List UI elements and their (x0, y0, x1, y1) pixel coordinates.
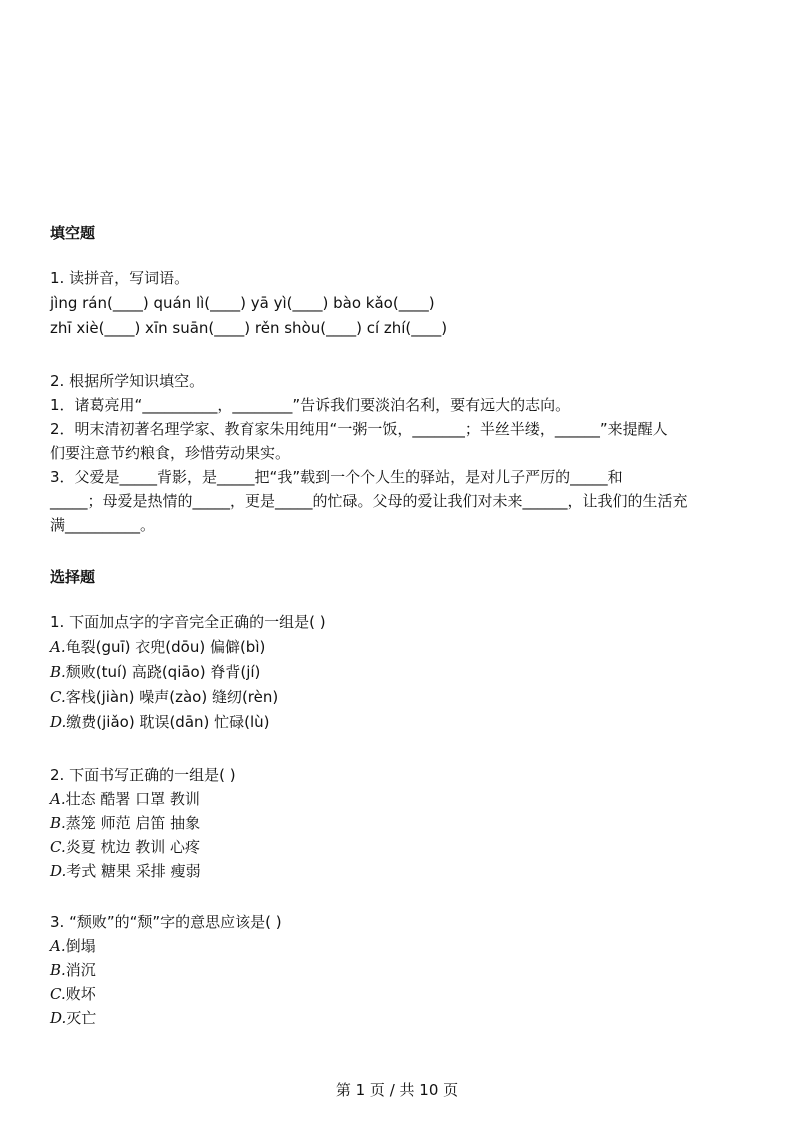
choice-2-option-c (50, 837, 200, 857)
option-text: 客栈(jiàn) 噪声(zào) 缝纫(rèn) (65, 688, 279, 706)
choice-1-title: 1. 下面加点字的字音完全正确的一组是( ) (50, 613, 326, 631)
option-text: 消沉 (65, 961, 96, 979)
option-text: 缴费(jiǎo) 耽误(dān) 忙碌(lù) (66, 713, 270, 731)
choice-2-title: 2. 下面书写正确的一组是( ) (50, 766, 236, 784)
option-letter: D. (50, 862, 67, 880)
choice-1-option-b (50, 662, 260, 682)
option-letter: D. (50, 1009, 67, 1027)
page-footer: 第 1 页 / 共 10 页 (335, 1081, 459, 1099)
option-text: 考式 糖果 采排 瘦弱 (66, 862, 201, 880)
option-text: 蒸笼 师范 启笛 抽象 (65, 814, 201, 832)
option-text: 倒塌 (65, 937, 96, 955)
option-letter: D. (50, 713, 67, 731)
question-1-line-2: zhī xiè(____) xīn suān(____) rěn shòu(____) cí zhí(____) (50, 319, 448, 337)
option-text: 灭亡 (66, 1009, 97, 1027)
choice-3-option-d (50, 1008, 96, 1028)
choice-2-option-a (50, 789, 200, 809)
choice-3-option-c (50, 984, 96, 1004)
option-letter: B. (50, 663, 66, 681)
option-letter: B. (50, 961, 66, 979)
choice-2-option-d (50, 861, 201, 881)
choice-3-option-b (50, 960, 96, 980)
option-text: 炎夏 枕边 教训 心疼 (65, 838, 201, 856)
section-title-choice: 选择题 (50, 568, 96, 586)
option-letter: A. (50, 638, 66, 656)
option-text: 颓败(tuí) 高跷(qiāo) 脊背(jí) (65, 663, 261, 681)
question-2-item-2: 2．明末清初著名理学家、教育家朱用纯用“一粥一饭，_______；半丝半缕，______”来提醒人 (50, 420, 668, 438)
option-letter: A. (50, 790, 66, 808)
question-1-title: 1. 读拼音，写词语。 (50, 269, 190, 287)
section-title-fill: 填空题 (50, 224, 96, 242)
question-2-item-3-end: 满__________。 (50, 516, 156, 534)
question-2-item-3: 3．父爱是_____背影，是_____把“我”载到一个个人生的驿站，是对儿子严厉的_____和 (50, 468, 623, 486)
question-2-title: 2. 根据所学知识填空。 (50, 372, 205, 390)
option-letter: C. (50, 985, 66, 1003)
option-letter: A. (50, 937, 66, 955)
question-1-line-1: jìng rán(____) quán lì(____) yā yì(____) bào kǎo(____) (50, 294, 435, 312)
option-letter: C. (50, 838, 66, 856)
choice-1-option-d (50, 712, 270, 732)
choice-2-option-b (50, 813, 200, 833)
question-2-item-2-cont: 们要注意节约粮食，珍惜劳动果实。 (50, 444, 291, 462)
option-letter: C. (50, 688, 66, 706)
option-text: 龟裂(guī) 衣兜(dōu) 偏僻(bì) (65, 638, 266, 656)
choice-1-option-c (50, 687, 278, 707)
choice-1-option-a (50, 637, 265, 657)
choice-3-option-a (50, 936, 96, 956)
option-text: 败坏 (65, 985, 96, 1003)
option-letter: B. (50, 814, 66, 832)
question-2-item-3-cont: _____；母爱是热情的_____，更是_____的忙碌。父母的爱让我们对未来______，让我们的生活充 (50, 492, 688, 510)
option-text: 壮态 酷署 口罩 教训 (65, 790, 200, 808)
choice-3-title: 3. “颓败”的“颓”字的意思应该是( ) (50, 913, 282, 931)
question-2-item-1: 1．诸葛亮用“__________，________”告诉我们要淡泊名利，要有远大的志向。 (50, 396, 571, 414)
